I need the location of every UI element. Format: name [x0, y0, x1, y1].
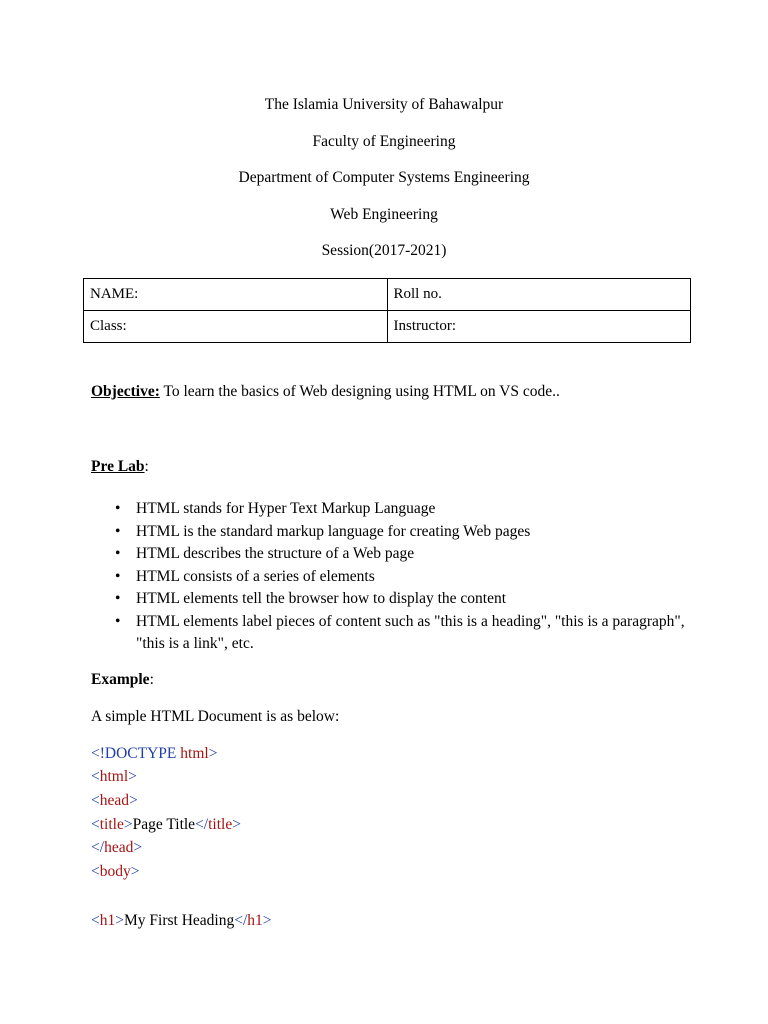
faculty-name: Faculty of Engineering: [312, 133, 456, 150]
list-item: [91, 588, 691, 611]
code-tag: title: [99, 816, 124, 833]
table-row: [84, 311, 691, 343]
list-item: [91, 611, 691, 656]
class-cell: Class:: [84, 311, 388, 343]
list-item-text: HTML elements label pieces of content such as "this is a heading", "this is a paragraph", "this is a link", etc.: [136, 612, 685, 652]
code-line-head: [91, 791, 138, 811]
example-intro: A simple HTML Document is as below:: [91, 708, 340, 725]
bullet-icon: •: [115, 567, 121, 585]
bullet-icon: •: [115, 545, 121, 562]
bullet-icon: •: [115, 612, 121, 630]
code-bracket: >: [232, 816, 241, 833]
department-name: Department of Computer Systems Engineering: [238, 169, 530, 186]
table-row: [84, 279, 691, 311]
code-tag: html: [99, 768, 129, 785]
code-bracket: >: [128, 768, 137, 785]
code-line-head-close: [91, 838, 142, 858]
code-tag: head: [104, 839, 134, 856]
code-bracket: <: [91, 768, 100, 785]
example-colon: :: [149, 671, 154, 688]
code-bracket: >: [208, 745, 218, 762]
code-tag: body: [99, 863, 131, 880]
prelab-label: Pre Lab: [91, 458, 145, 475]
list-item: [91, 543, 691, 566]
list-item-text: HTML elements tell the browser how to display the content: [136, 590, 507, 607]
objective-section: [91, 382, 560, 402]
code-bracket: <!DOCTYPE: [91, 745, 177, 762]
code-line-title: [91, 815, 241, 835]
list-item-text: HTML consists of a series of elements: [136, 567, 375, 585]
code-bracket: >: [130, 863, 140, 880]
code-text: Page Title: [132, 816, 196, 833]
code-bracket: <: [91, 863, 100, 880]
code-bracket: >: [123, 816, 133, 833]
list-item-text: HTML stands for Hyper Text Markup Language: [136, 500, 436, 517]
session-label: Session(2017-2021): [321, 242, 447, 259]
example-label: Example: [91, 671, 150, 688]
list-item-text: HTML is the standard markup language for creating Web pages: [136, 522, 531, 540]
objective-label: Objective:: [91, 383, 160, 400]
prelab-heading: [91, 457, 149, 477]
code-line-body: [91, 862, 140, 882]
code-tag: title: [208, 816, 233, 833]
university-name: The Islamia University of Bahawalpur: [264, 96, 504, 113]
roll-cell: Roll no.: [387, 279, 691, 311]
prelab-colon: :: [144, 458, 149, 475]
code-bracket: </: [91, 839, 105, 856]
code-tag: head: [99, 792, 130, 809]
objective-text: To learn the basics of Web designing using HTML on VS code..: [159, 383, 560, 400]
bullet-icon: •: [115, 590, 121, 607]
prelab-list: [91, 498, 691, 656]
name-cell: NAME:: [84, 279, 388, 311]
code-text: My First Heading: [124, 912, 235, 929]
instructor-cell: Instructor:: [387, 311, 691, 343]
code-tag: h1: [99, 912, 116, 929]
code-bracket: >: [129, 792, 138, 809]
student-info-table: [83, 278, 691, 343]
code-bracket: >: [115, 912, 124, 929]
code-line-doctype: [91, 744, 217, 764]
code-tag: h1: [247, 912, 263, 929]
list-item: [91, 566, 691, 589]
code-bracket: </: [195, 816, 209, 833]
example-heading: [91, 670, 154, 690]
list-item-text: HTML describes the structure of a Web page: [136, 545, 415, 562]
course-name: Web Engineering: [330, 206, 438, 223]
code-bracket: </: [234, 912, 248, 929]
code-bracket: <: [91, 792, 100, 809]
code-bracket: >: [133, 839, 143, 856]
list-item: [91, 498, 691, 521]
code-bracket: <: [91, 912, 100, 929]
bullet-icon: •: [115, 522, 121, 540]
code-line-h1: [91, 911, 272, 931]
code-bracket: >: [262, 912, 272, 929]
list-item: [91, 521, 691, 544]
code-bracket: <: [91, 816, 100, 833]
code-line-html: [91, 767, 137, 787]
code-tag: html: [176, 745, 209, 762]
bullet-icon: •: [115, 500, 121, 517]
